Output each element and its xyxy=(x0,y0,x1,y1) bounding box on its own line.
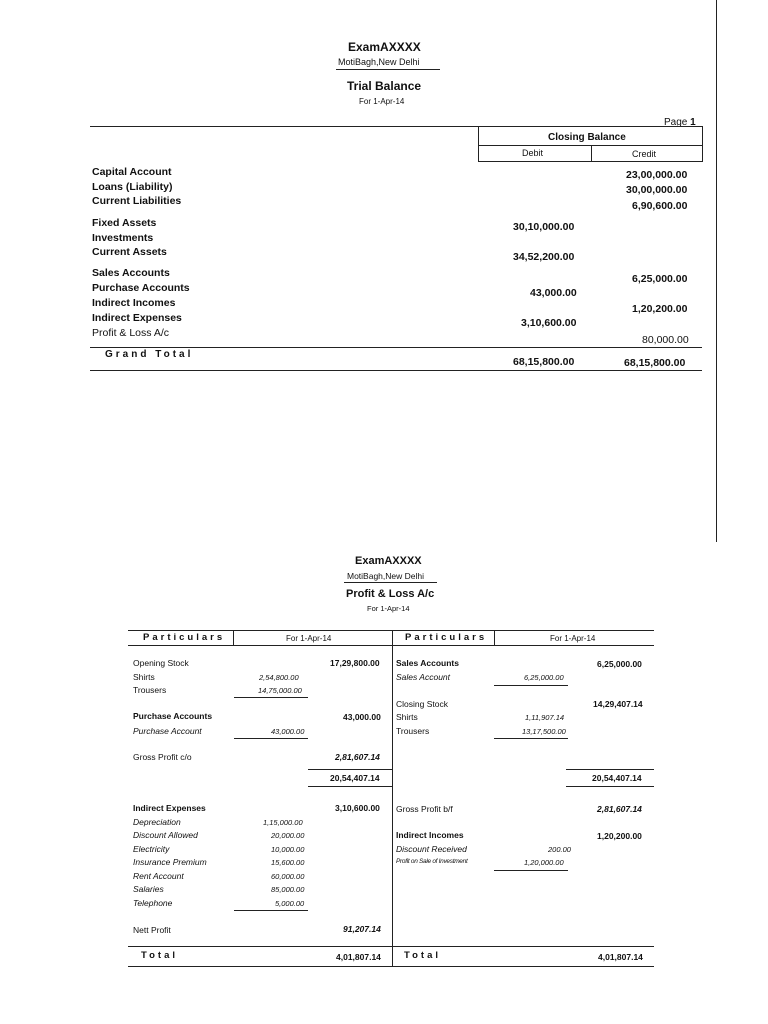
pl-incomes-subtotal-rule xyxy=(494,870,568,871)
pl-company-name: ExamAXXXX xyxy=(355,555,422,567)
pl-opening-shirts-amount: 2,54,800.00 xyxy=(259,673,299,682)
pl-left-particulars-header: Particulars xyxy=(143,632,226,643)
pl-gross-profit-co-label: Gross Profit c/o xyxy=(133,752,192,762)
pl-closing-shirts-label: Shirts xyxy=(396,712,418,722)
tb-row-profit-loss: Profit & Loss A/c xyxy=(92,327,170,339)
tb-grand-total-credit: 68,15,800.00 xyxy=(624,357,686,369)
tb-header-left-border xyxy=(478,126,479,162)
tb-credit-indirect-incomes: 1,20,200.00 xyxy=(632,303,688,315)
tb-page-label: Page xyxy=(664,117,688,128)
pl-opening-subtotal-rule xyxy=(234,697,308,698)
pl-right-total-label: Total xyxy=(404,950,441,961)
pl-sales-accounts-total: 6,25,000.00 xyxy=(597,659,642,669)
pl-right-subtotal-bottom-rule xyxy=(566,786,654,787)
pl-nett-profit-amount: 91,207.14 xyxy=(343,924,381,934)
pl-sales-account-amount: 6,25,000.00 xyxy=(524,673,564,682)
pl-opening-stock-total: 17,29,800.00 xyxy=(330,658,380,668)
pl-expense-electricity-amount: 10,000.00 xyxy=(271,845,305,854)
pl-gross-profit-co-amount: 2,81,607.14 xyxy=(335,752,380,762)
page-edge-line xyxy=(716,0,717,542)
tb-credit-profit-loss: 80,000.00 xyxy=(642,334,689,346)
tb-row-current-liabilities: Current Liabilities xyxy=(92,195,182,207)
tb-debit-header: Debit xyxy=(522,148,544,158)
tb-page-number: 1 xyxy=(690,117,696,128)
tb-credit-header: Credit xyxy=(632,149,657,159)
tb-credit-sales-accounts: 6,25,000.00 xyxy=(632,273,688,285)
pl-indirect-incomes-label: Indirect Incomes xyxy=(396,830,464,840)
pl-expense-rent-label: Rent Account xyxy=(133,871,184,881)
pl-right-particulars-header: Particulars xyxy=(405,632,488,643)
pl-indirect-incomes-total: 1,20,200.00 xyxy=(597,831,642,841)
pl-sales-account-label: Sales Account xyxy=(396,672,451,682)
tb-header-mid-rule xyxy=(478,145,702,146)
tb-row-current-assets: Current Assets xyxy=(92,246,167,258)
pl-expense-salaries-label: Salaries xyxy=(133,884,164,894)
pl-header-bottom-rule xyxy=(128,645,654,646)
pl-purchase-account-label: Purchase Account xyxy=(133,726,202,736)
pl-purchase-accounts-label: Purchase Accounts xyxy=(133,711,213,721)
pl-income-profit-sale-investment-label: Profit on Sale of Investment xyxy=(396,858,468,865)
tb-top-rule xyxy=(90,126,702,127)
pl-indirect-expenses-total: 3,10,600.00 xyxy=(335,803,380,813)
pl-closing-trousers-label: Trousers xyxy=(396,726,430,736)
pl-closing-stock-total: 14,29,407.14 xyxy=(593,699,643,709)
pl-purchase-subtotal-rule xyxy=(234,738,308,739)
tb-debit-indirect-expenses: 3,10,600.00 xyxy=(521,317,577,329)
tb-row-sales-accounts: Sales Accounts xyxy=(92,267,170,279)
pl-total-bottom-rule xyxy=(128,966,654,967)
pl-sales-accounts-label: Sales Accounts xyxy=(396,658,459,668)
tb-report-period: For 1-Apr-14 xyxy=(359,97,405,106)
pl-opening-trousers-label: Trousers xyxy=(133,685,167,695)
tb-credit-current-liabilities: 6,90,600.00 xyxy=(632,200,688,212)
tb-row-indirect-incomes: Indirect Incomes xyxy=(92,297,176,309)
pl-income-discount-received-label: Discount Received xyxy=(396,844,467,854)
pl-header-divider-left xyxy=(233,630,234,645)
pl-closing-stock-label: Closing Stock xyxy=(396,699,448,709)
pl-opening-trousers-amount: 14,75,000.00 xyxy=(258,686,302,695)
pl-right-subtotal: 20,54,407.14 xyxy=(592,773,642,783)
tb-address-underline xyxy=(336,69,440,70)
pl-closing-trousers-amount: 13,17,500.00 xyxy=(522,727,566,736)
pl-right-subtotal-top-rule xyxy=(566,769,654,770)
tb-grand-total-debit: 68,15,800.00 xyxy=(513,356,575,368)
pl-gross-profit-bf-label: Gross Profit b/f xyxy=(396,804,453,814)
pl-income-profit-sale-investment-amount: 1,20,000.00 xyxy=(524,858,564,867)
pl-expense-rent-amount: 60,000.00 xyxy=(271,872,305,881)
tb-header-col-divider xyxy=(591,145,592,162)
pl-address-underline xyxy=(344,582,437,583)
pl-indirect-expenses-label: Indirect Expenses xyxy=(133,803,206,813)
tb-debit-current-assets: 34,52,200.00 xyxy=(513,251,575,263)
pl-right-period-header: For 1-Apr-14 xyxy=(550,634,596,643)
pl-gross-profit-bf-amount: 2,81,607.14 xyxy=(597,804,642,814)
tb-credit-loans-liability: 30,00,000.00 xyxy=(626,184,688,196)
pl-total-top-rule xyxy=(128,946,654,947)
pl-report-title: Profit & Loss A/c xyxy=(346,588,435,600)
pl-expense-depreciation-amount: 1,15,000.00 xyxy=(263,818,303,827)
tb-grand-total-label: Grand Total xyxy=(105,349,194,360)
tb-grand-total-bottom-rule xyxy=(90,370,702,371)
tb-company-name: ExamAXXXX xyxy=(348,40,421,54)
pl-header-divider-right xyxy=(494,630,495,645)
pl-expense-discount-allowed-amount: 20,000.00 xyxy=(271,831,305,840)
tb-debit-fixed-assets: 30,10,000.00 xyxy=(513,221,575,233)
pl-expense-insurance-amount: 15,600.00 xyxy=(271,858,305,867)
tb-row-capital-account: Capital Account xyxy=(92,166,172,178)
pl-left-total-label: Total xyxy=(141,950,178,961)
pl-expense-depreciation-label: Depreciation xyxy=(133,817,181,827)
tb-closing-balance-header: Closing Balance xyxy=(548,132,626,143)
pl-opening-shirts-label: Shirts xyxy=(133,672,155,682)
pl-closing-subtotal-rule xyxy=(494,738,568,739)
pl-expense-telephone-label: Telephone xyxy=(133,898,173,908)
tb-debit-purchase-accounts: 43,000.00 xyxy=(530,287,577,299)
pl-header-top-rule xyxy=(128,630,654,631)
pl-expense-electricity-label: Electricity xyxy=(133,844,170,854)
pl-closing-shirts-amount: 1,11,907.14 xyxy=(525,713,565,722)
tb-grand-total-top-rule xyxy=(90,347,702,348)
pl-expense-insurance-label: Insurance Premium xyxy=(133,857,207,867)
pl-income-discount-received-amount: 200.00 xyxy=(548,845,571,854)
tb-report-title: Trial Balance xyxy=(347,79,422,93)
pl-nett-profit-label: Nett Profit xyxy=(133,925,171,935)
tb-row-indirect-expenses: Indirect Expenses xyxy=(92,312,182,324)
pl-purchase-account-amount: 43,000.00 xyxy=(271,727,305,736)
pl-left-total-amount: 4,01,807.14 xyxy=(336,952,381,962)
pl-left-subtotal-top-rule xyxy=(308,769,392,770)
pl-company-address: MotiBagh,New Delhi xyxy=(347,571,425,581)
tb-row-purchase-accounts: Purchase Accounts xyxy=(92,282,190,294)
tb-row-investments: Investments xyxy=(92,232,154,244)
pl-left-period-header: For 1-Apr-14 xyxy=(286,634,332,643)
pl-expenses-subtotal-rule xyxy=(234,910,308,911)
pl-left-subtotal: 20,54,407.14 xyxy=(330,773,380,783)
pl-report-period: For 1-Apr-14 xyxy=(367,604,410,613)
pl-left-subtotal-bottom-rule xyxy=(308,786,392,787)
tb-row-loans-liability: Loans (Liability) xyxy=(92,181,173,193)
tb-company-address: MotiBagh,New Delhi xyxy=(338,57,420,67)
pl-right-total-amount: 4,01,807.14 xyxy=(598,952,643,962)
tb-credit-capital-account: 23,00,000.00 xyxy=(626,169,688,181)
pl-expense-telephone-amount: 5,000.00 xyxy=(275,899,305,908)
tb-row-fixed-assets: Fixed Assets xyxy=(92,217,157,229)
pl-center-divider xyxy=(392,630,393,966)
pl-purchase-accounts-total: 43,000.00 xyxy=(343,712,381,722)
tb-header-right-border xyxy=(702,126,703,162)
tb-header-bottom-rule xyxy=(478,161,702,162)
pl-opening-stock-label: Opening Stock xyxy=(133,658,189,668)
pl-expense-discount-allowed-label: Discount Allowed xyxy=(133,830,198,840)
pl-expense-salaries-amount: 85,000.00 xyxy=(271,885,305,894)
pl-sales-subtotal-rule xyxy=(494,685,568,686)
